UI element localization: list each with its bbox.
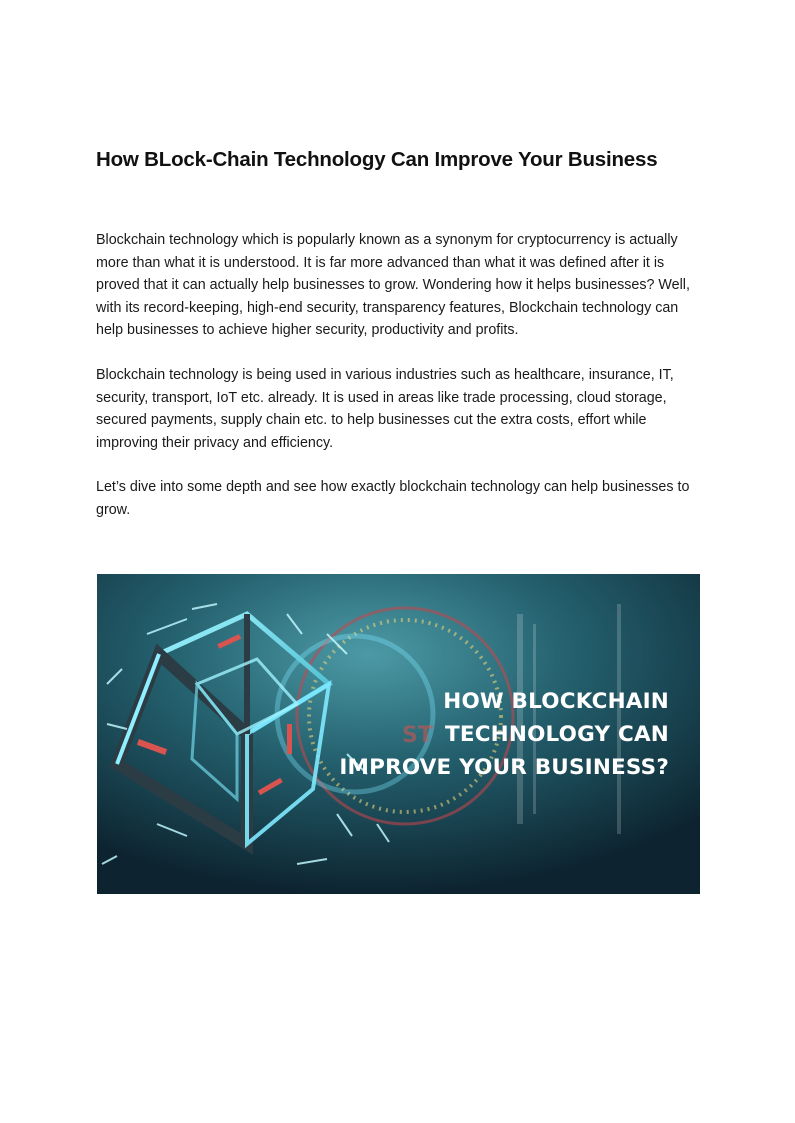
hero-headline-line-1: HOW BLOCKCHAIN (443, 689, 669, 714)
hero-headline (289, 685, 669, 784)
document-title: How BLock-Chain Technology Can Improve Your Business (96, 148, 658, 171)
hero-image (97, 574, 700, 894)
paragraph-dive: Let’s dive into some depth and see how exactly blockchain technology can help businesses to grow. (96, 479, 690, 518)
paragraph-intro: Blockchain technology which is popularly known as a synonym for cryptocurrency is actually more than what it is understood. It is far more advanced than what it was defined after it is proved that it can actually help businesses to grow. Wondering how it helps businesses? Well, with its record-keeping, high-end security, transparency features, Blockchain technology can help businesses to achieve higher security, productivity and profits. (96, 232, 690, 339)
red-stamp-mark: ST (402, 723, 433, 748)
hero-headline-line-3: IMPROVE YOUR BUSINESS? (339, 755, 669, 780)
paragraph-industries: Blockchain technology is being used in various industries such as healthcare, insurance, IT, security, transport, IoT etc. already. It is used in areas like trade processing, cloud storage, secured payments, supply chain etc. to help businesses cut the extra costs, effort while improving their privacy and efficiency. (96, 367, 674, 451)
hero-headline-line-2: TECHNOLOGY CAN (444, 722, 669, 747)
